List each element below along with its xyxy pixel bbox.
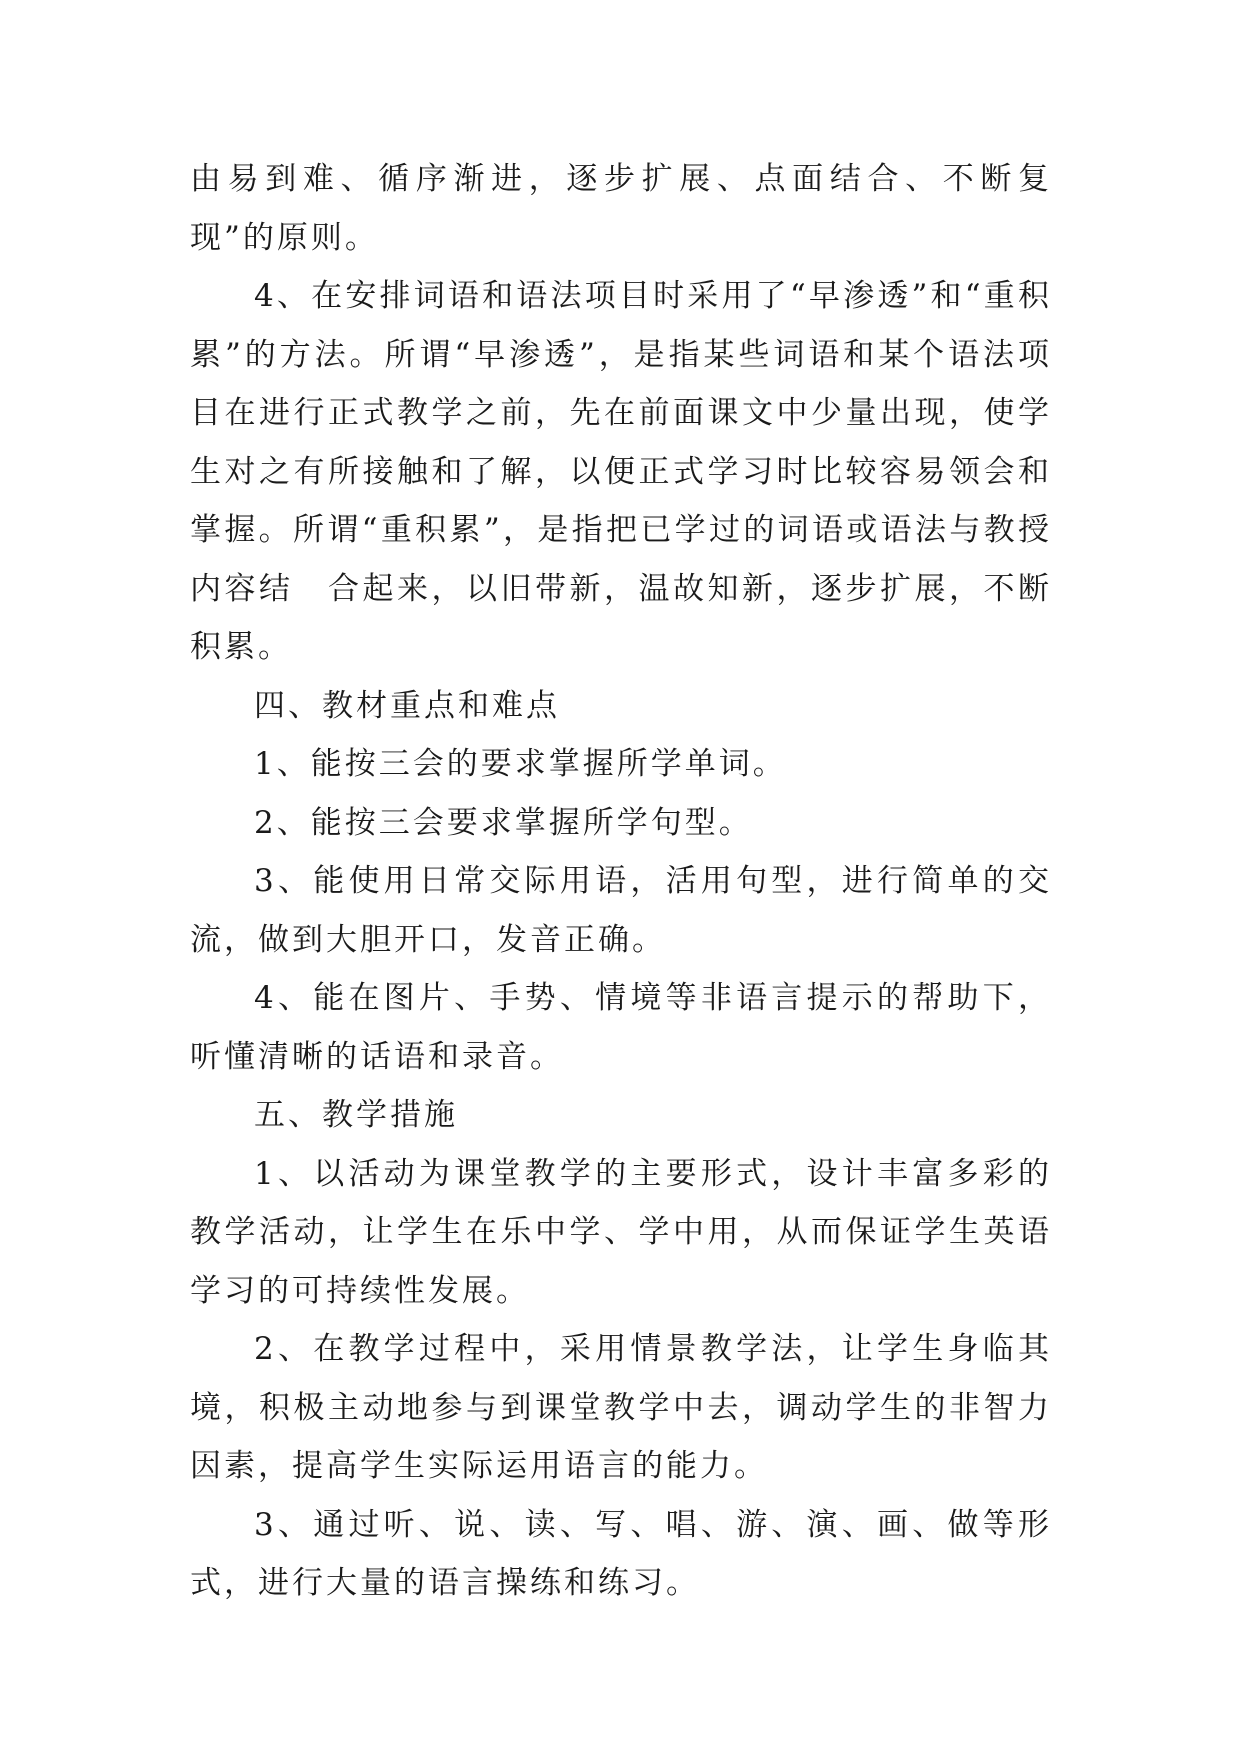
list-item: 2、能按三会要求掌握所学句型。 [254, 804, 753, 841]
section-heading-5: 五、教学措施 [254, 1097, 458, 1133]
list-item: 3、通过听、说、读、写、唱、游、演、画、做等形式，进行大量的语言操练和练习。 [190, 1506, 1052, 1601]
list-item: 4、能在图片、手势、情境等非语言提示的帮助下，听懂清晰的话语和录音。 [190, 980, 1052, 1075]
list-item: 1、能按三会的要求掌握所学单词。 [254, 746, 787, 782]
list-item: 3、能使用日常交际用语，活用句型，进行简单的交流，做到大胆开口，发音正确。 [190, 863, 1052, 958]
list-item: 2、在教学过程中，采用情景教学法，让学生身临其境，积极主动地参与到课堂教学中去，调动学生的非智力因素，提高学生实际运用语言的能力。 [190, 1331, 1052, 1484]
document-page [190, 150, 1052, 1613]
list-item: 1、以活动为课堂教学的主要形式，设计丰富多彩的教学活动，让学生在乐中学、学中用，从而保证学生英语学习的可持续性发展。 [190, 1155, 1052, 1309]
paragraph-2: 4、在安排词语和语法项目时采用了“早渗透”和“重积累”的方法。所谓“早渗透”，是指某些词语和某个语法项目在进行正式教学之前，先在前面课文中少量出现，使学生对之有所接触和了解，以便正式学习时比较容易领会和掌握。所谓“重积累”，是指把已学过的词语或语法与教授内容结 合起来，以旧带新，温故知新，逐步扩展，不断积累。 [190, 278, 1052, 665]
section-heading-4: 四、教材重点和难点 [254, 687, 560, 724]
paragraph-1: 由易到难、循序渐进，逐步扩展、点面结合、不断复现”的原则。 [190, 161, 1052, 256]
